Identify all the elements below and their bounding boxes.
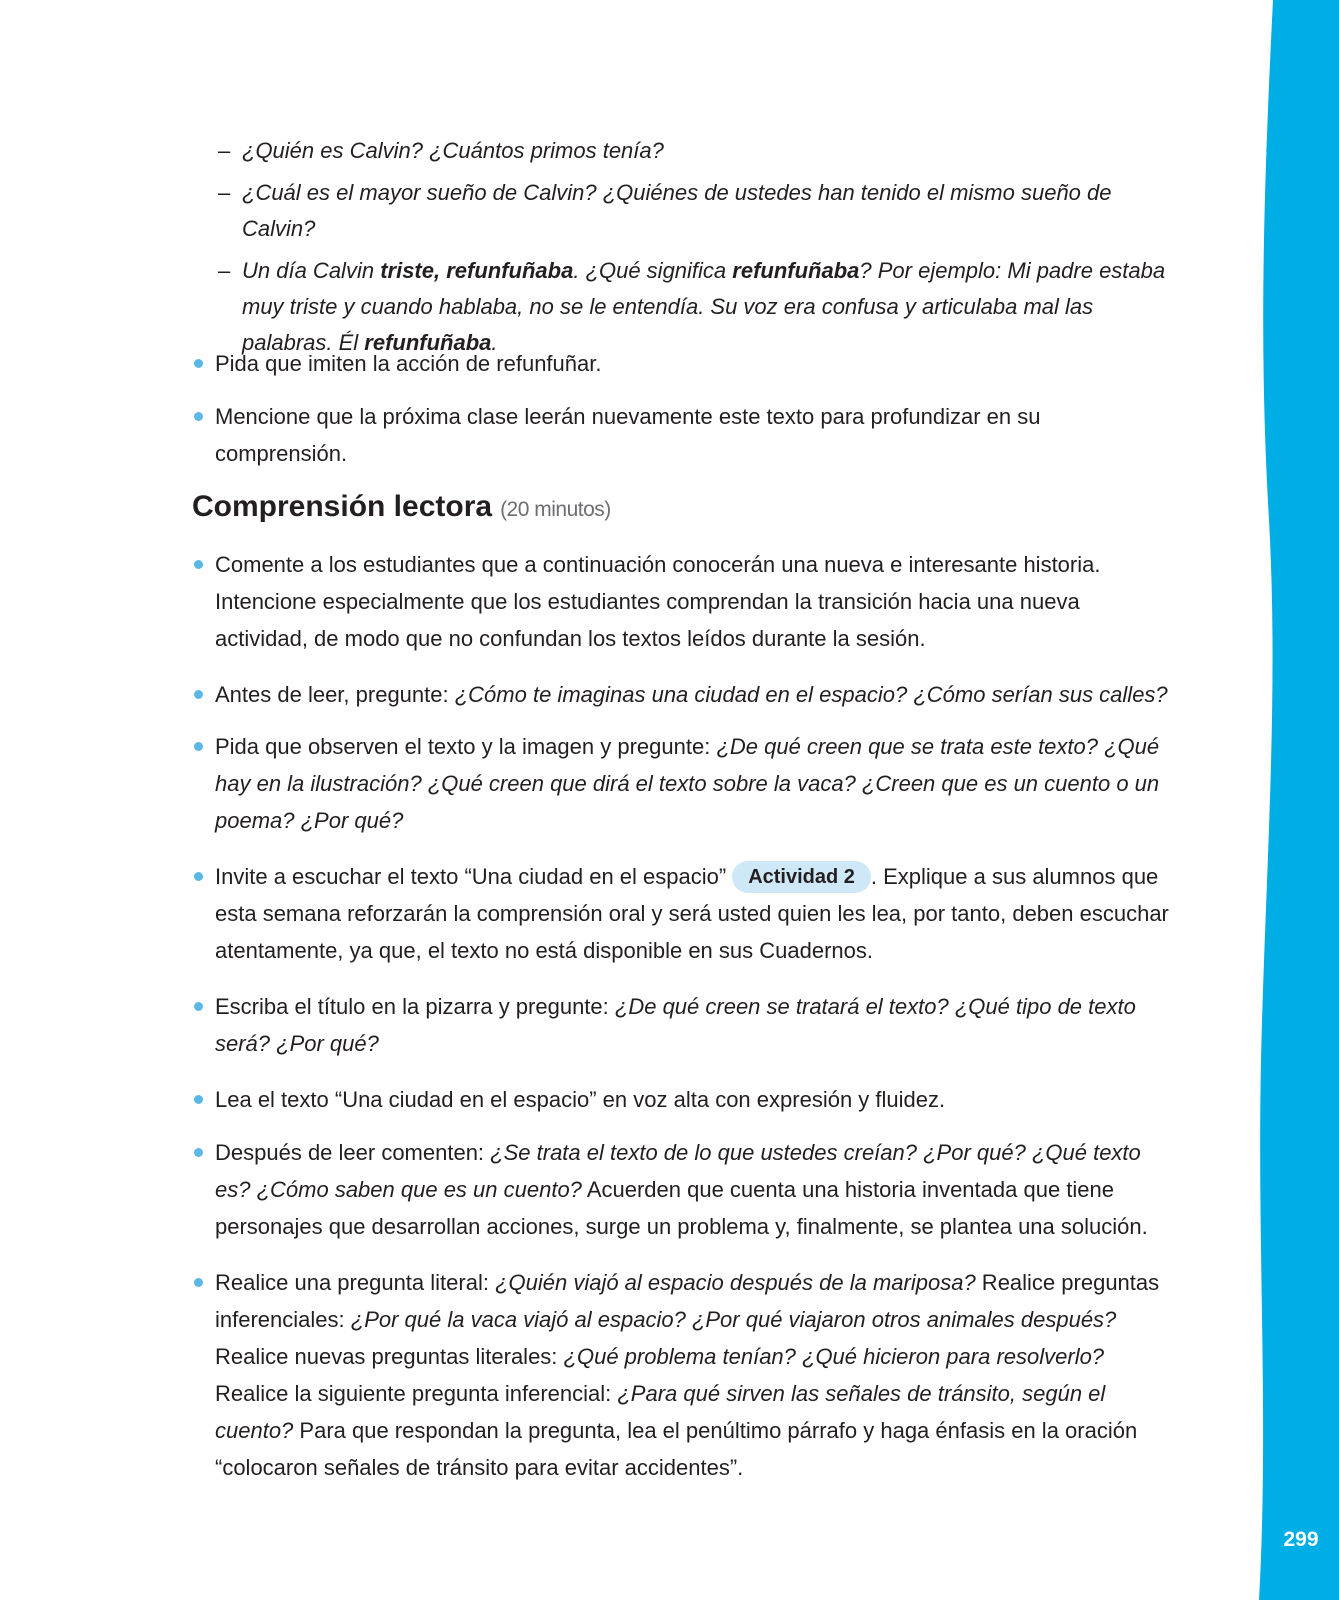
bullet-dot-icon: [194, 742, 203, 751]
dash-marker: –: [218, 138, 231, 163]
dash-marker: –: [218, 258, 231, 283]
side-band: [1255, 0, 1339, 1600]
bold-text: refunfuñaba: [732, 258, 860, 283]
text-run: Para que respondan la pregunta, lea el penúltimo párrafo y haga énfasis en la oración “colocaron señales de tránsito para evitar accidentes”.: [215, 1418, 1138, 1480]
bullet-dot-icon: [194, 872, 203, 881]
section-subtitle: (20 minutos): [500, 498, 611, 521]
bullet-item: [215, 676, 1170, 713]
text-run: Después de leer comenten:: [215, 1140, 491, 1165]
bullet-text: [215, 345, 1170, 382]
bullet-dot-icon: [194, 690, 203, 699]
text-run: Pida que observen el texto y la imagen y pregunte:: [215, 734, 717, 759]
bullet-item: [215, 546, 1170, 657]
bullet-item: [215, 988, 1170, 1062]
text-run: . Explique a sus alumnos que esta semana reforzarán la comprensión oral y será usted quien les lea, por tanto, deben escuchar atentamente, ya que, el texto no está disponible en sus Cuadernos.: [215, 864, 1169, 963]
activity-badge: Actividad 2: [732, 861, 871, 893]
bullet-dot-icon: [194, 1095, 203, 1104]
text-run: Realice nuevas preguntas literales:: [215, 1344, 564, 1369]
bullet-text: [215, 988, 1170, 1062]
section-heading: [192, 490, 611, 524]
bullet-text: [215, 546, 1170, 657]
bullet-text: [215, 398, 1170, 472]
text-run: Realice la siguiente pregunta inferencial:: [215, 1381, 618, 1406]
bullet-dot-icon: [194, 412, 203, 421]
text-run: Escriba el título en la pizarra y pregunte:: [215, 994, 615, 1019]
text-run: Acuerden que cuenta una historia inventada que tiene personajes que desarrollan acciones, surge un problema y, finalmente, se plantea una solución.: [215, 1177, 1148, 1239]
question-dash-list: [218, 133, 1178, 367]
text-run: . ¿Qué significa: [573, 258, 733, 283]
text-run: Realice preguntas inferenciales:: [215, 1270, 1160, 1332]
text-run: Mencione que la próxima clase leerán nuevamente este texto para profundizar en su comprensión.: [215, 404, 1041, 466]
italic-text: ¿De qué creen que se trata este texto? ¿Qué hay en la ilustración? ¿Qué creen que dirá el texto sobre la vaca? ¿Creen que es un cuento o un poema? ¿Por qué?: [215, 734, 1160, 833]
dash-marker: –: [218, 180, 231, 205]
italic-text: ¿Para qué sirven las señales de tránsito, según el cuento?: [215, 1381, 1106, 1443]
bullet-item: [215, 1081, 1170, 1118]
text-run: Lea el texto “Una ciudad en el espacio” en voz alta con expresión y fluidez.: [215, 1087, 946, 1112]
page-number: 299: [1283, 1528, 1319, 1551]
bullet-text: [215, 858, 1170, 969]
question-item: [218, 175, 1178, 247]
text-run: Realice una pregunta literal:: [215, 1270, 496, 1295]
bullet-dot-icon: [194, 560, 203, 569]
bullet-dot-icon: [194, 1148, 203, 1157]
bullet-dot-icon: [194, 359, 203, 368]
bold-text: refunfuñaba: [364, 330, 492, 355]
bullet-dot-icon: [194, 1278, 203, 1287]
question-item: [218, 133, 1178, 169]
section-title: Comprensión lectora: [192, 490, 493, 523]
bullet-item: [215, 1264, 1170, 1486]
bullet-item: [215, 858, 1170, 969]
text-run: .: [491, 330, 498, 355]
bullet-text: [215, 676, 1170, 713]
text-run: ¿Cuál es el mayor sueño de Calvin? ¿Quiénes de ustedes han tenido el mismo sueño de Calvin?: [242, 180, 1112, 241]
italic-text: ¿Cómo te imaginas una ciudad en el espacio? ¿Cómo serían sus calles?: [454, 682, 1168, 707]
text-run: ? Por ejemplo: Mi padre estaba muy triste y cuando hablaba, no se le entendía. Su voz era confusa y articulaba mal las palabras. Él: [242, 258, 1166, 355]
bold-text: triste, refunfuñaba: [380, 258, 574, 283]
italic-text: ¿Se trata el texto de lo que ustedes creían? ¿Por qué? ¿Qué texto es? ¿Cómo saben que es un cuento?: [215, 1140, 1141, 1202]
bullet-item: [215, 1134, 1170, 1245]
text-run: Comente a los estudiantes que a continuación conocerán una nueva e interesante historia. Intencione especialmente que los estudiantes comprendan la transición hacia una nueva actividad, de modo que no confundan los textos leídos durante la sesión.: [215, 552, 1101, 651]
text-run: ¿Quién es Calvin? ¿Cuántos primos tenía?: [242, 138, 664, 163]
bullet-text: [215, 1264, 1170, 1486]
italic-text: ¿Por qué la vaca viajó al espacio? ¿Por qué viajaron otros animales después?: [350, 1307, 1117, 1332]
text-run: Antes de leer, pregunte:: [215, 682, 455, 707]
bullet-text: [215, 1081, 1170, 1118]
text-run: Invite a escuchar el texto “Una ciudad en el espacio”: [215, 864, 727, 889]
text-run: Un día Calvin: [242, 258, 381, 283]
italic-text: ¿De qué creen se tratará el texto? ¿Qué tipo de texto será? ¿Por qué?: [215, 994, 1136, 1056]
italic-text: ¿Qué problema tenían? ¿Qué hicieron para resolverlo?: [563, 1344, 1105, 1369]
bullet-item: [215, 345, 1170, 382]
text-run: Pida que imiten la acción de refunfuñar.: [215, 351, 602, 376]
italic-text: ¿Quién viajó al espacio después de la mariposa?: [495, 1270, 976, 1295]
bullet-text: [215, 728, 1170, 839]
bullet-item: [215, 398, 1170, 472]
bullet-dot-icon: [194, 1002, 203, 1011]
bullet-text: [215, 1134, 1170, 1245]
bullet-item: [215, 728, 1170, 839]
